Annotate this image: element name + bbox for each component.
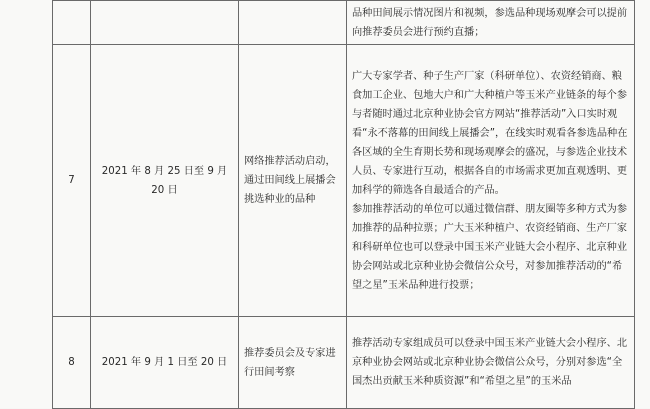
activity-cell: 网络推荐活动启动，通过田间线上展播会挑选种业的品种 [239,45,347,317]
content-paragraph: 广大专家学者、种子生产厂家（科研单位）、农资经销商、粮食加工企业、包地大户和广大种植户等玉米产业链条的每个参与者随时通过北京种业协会官方网站“推荐活动”入口实时观看“永不落幕的田间线上展播会”，在线实时观看各参选品种在各区域的全生育期长势和现场观摩会的盛况，与参选企业技术人员、专家进行互动，根据各自的市场需求更加直观透明、更加科学的筛选各自最适合的产品。 [352,70,628,196]
content-cell [347,45,635,317]
date-cell: 2021 年 9 月 1 日至 20 日 [91,317,239,409]
table-row [53,1,635,45]
schedule-table [52,0,635,409]
table-row [53,317,635,409]
row-number-cell: 7 [53,45,91,317]
content-paragraph: 推荐活动专家组成员可以登录中国玉米产业链大会小程序、北京种业协会网站或北京种业协会微信公众号，分别对参选“全国杰出贡献玉米种质资源”和“希望之星”的玉米品 [352,338,628,387]
row-number-cell: 8 [53,317,91,409]
activity-cell [239,1,347,45]
content-cell [347,317,635,409]
activity-cell: 推荐委员会及专家进行田间考察 [239,317,347,409]
date-cell [91,1,239,45]
content-cell [347,1,635,45]
table-row [53,45,635,317]
date-cell: 2021 年 8 月 25 日至 9 月 20 日 [91,45,239,317]
content-paragraph: 品种田间展示情况图片和视频，参选品种现场观摩会可以提前向推荐委员会进行预约直播； [352,7,628,38]
row-number-cell [53,1,91,45]
content-paragraph: 参加推荐活动的单位可以通过微信群、朋友圈等多种方式为参加推荐的品种拉票；广大玉米种植户、农资经销商、生产厂家和科研单位也可以登录中国玉米产业链大会小程序、北京种业协会网站或北京种业协会微信公众号，对参加推荐活动的“希望之星”玉米品种进行投票； [352,203,628,291]
